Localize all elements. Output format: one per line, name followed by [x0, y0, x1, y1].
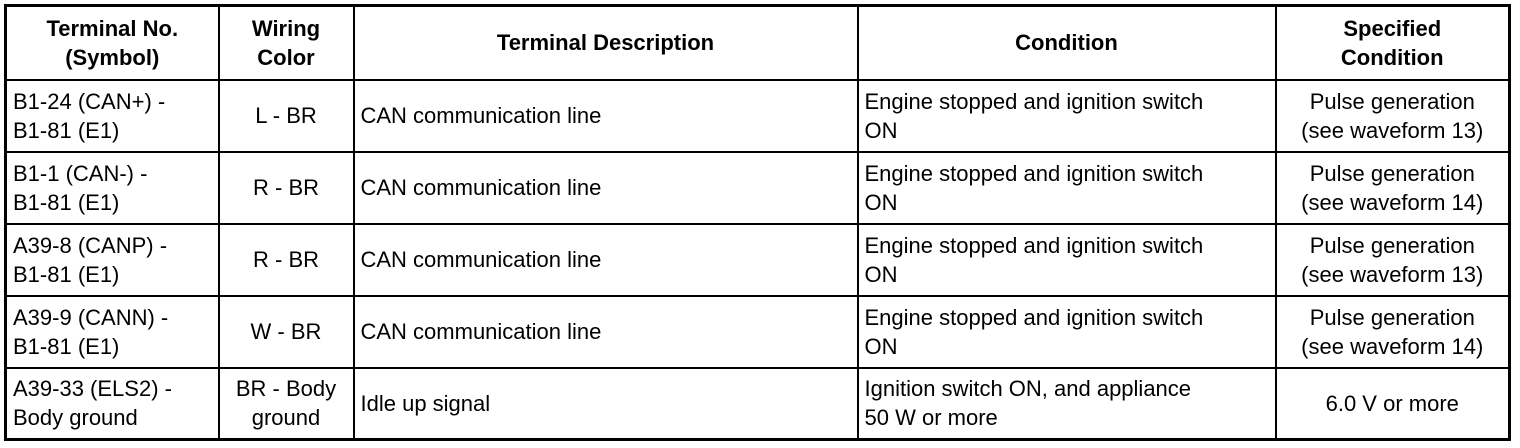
condition-cell: Engine stopped and ignition switch ON [858, 80, 1276, 152]
wiring-color-cell: R - BR [219, 152, 354, 224]
terminal-cell: A39-33 (ELS2) - Body ground [6, 368, 219, 440]
condition-cell: Engine stopped and ignition switch ON [858, 296, 1276, 368]
description-cell: CAN communication line [354, 224, 858, 296]
specified-condition-cell: 6.0 V or more [1276, 368, 1510, 440]
description-cell: Idle up signal [354, 368, 858, 440]
terminal-table-container [4, 4, 1508, 441]
condition-cell: Engine stopped and ignition switch ON [858, 152, 1276, 224]
specified-condition-cell: Pulse generation (see waveform 13) [1276, 80, 1510, 152]
description-cell: CAN communication line [354, 152, 858, 224]
table-row [6, 368, 1510, 440]
specified-condition-cell: Pulse generation (see waveform 13) [1276, 224, 1510, 296]
condition-cell: Engine stopped and ignition switch ON [858, 224, 1276, 296]
table-row [6, 80, 1510, 152]
wiring-color-cell: W - BR [219, 296, 354, 368]
terminal-cell: B1-24 (CAN+) - B1-81 (E1) [6, 80, 219, 152]
wiring-color-cell: L - BR [219, 80, 354, 152]
table-row [6, 296, 1510, 368]
header-condition: Condition [858, 6, 1276, 80]
specified-condition-cell: Pulse generation (see waveform 14) [1276, 296, 1510, 368]
terminal-cell: B1-1 (CAN-) - B1-81 (E1) [6, 152, 219, 224]
table-row [6, 224, 1510, 296]
header-terminal-no: Terminal No. (Symbol) [6, 6, 219, 80]
table-header-row [6, 6, 1510, 80]
table-row [6, 152, 1510, 224]
description-cell: CAN communication line [354, 80, 858, 152]
terminal-cell: A39-8 (CANP) - B1-81 (E1) [6, 224, 219, 296]
terminal-cell: A39-9 (CANN) - B1-81 (E1) [6, 296, 219, 368]
header-wiring-color: Wiring Color [219, 6, 354, 80]
header-terminal-description: Terminal Description [354, 6, 858, 80]
wiring-color-cell: R - BR [219, 224, 354, 296]
wiring-color-cell: BR - Body ground [219, 368, 354, 440]
specified-condition-cell: Pulse generation (see waveform 14) [1276, 152, 1510, 224]
condition-cell: Ignition switch ON, and appliance 50 W or more [858, 368, 1276, 440]
description-cell: CAN communication line [354, 296, 858, 368]
terminal-spec-table [4, 4, 1511, 441]
header-specified-condition: Specified Condition [1276, 6, 1510, 80]
